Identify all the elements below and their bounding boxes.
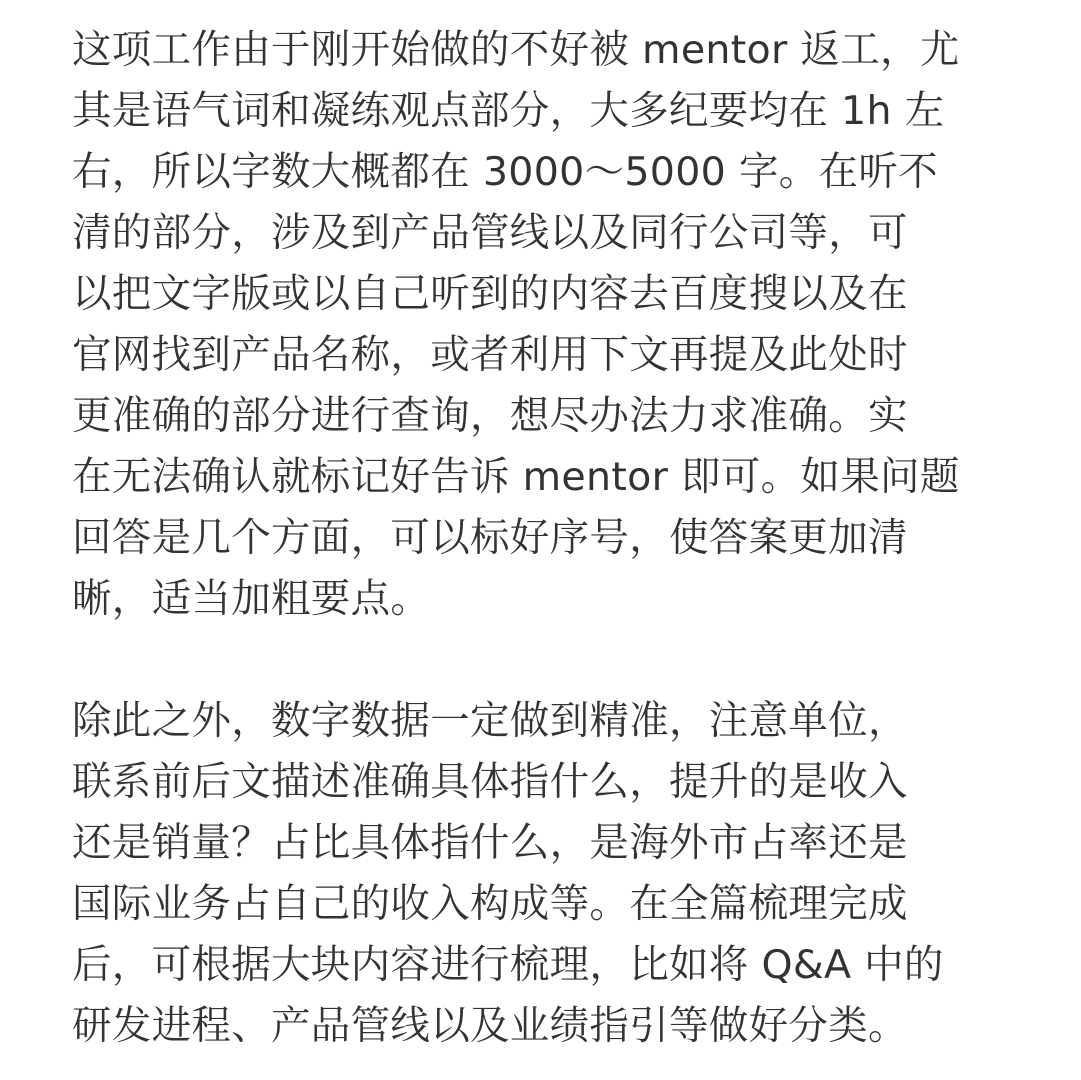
paragraph-1 xyxy=(72,20,1012,630)
text-line: 研发进程、产品管线以及业绩指引等做好分类。 xyxy=(72,1003,908,1049)
text-line: 官网找到产品名称，或者利用下文再提及此处时 xyxy=(72,332,908,378)
paragraph-spacer xyxy=(72,630,1012,691)
text-line: 这项工作由于刚开始做的不好被 mentor 返工，尤 xyxy=(72,27,960,73)
text-line: 右，所以字数大概都在 3000～5000 字。在听不 xyxy=(72,149,938,195)
text-line: 在无法确认就标记好告诉 mentor 即可。如果问题 xyxy=(72,454,960,500)
text-line: 后，可根据大块内容进行梳理，比如将 Q&A 中的 xyxy=(72,942,944,988)
text-line: 联系前后文描述准确具体指什么，提升的是收入 xyxy=(72,759,908,805)
text-line: 以把文字版或以自己听到的内容去百度搜以及在 xyxy=(72,271,908,317)
text-line: 还是销量？占比具体指什么，是海外市占率还是 xyxy=(72,820,908,866)
text-line: 清的部分，涉及到产品管线以及同行公司等，可 xyxy=(72,210,908,256)
text-line: 除此之外，数字数据一定做到精准，注意单位， xyxy=(72,698,908,744)
text-line: 更准确的部分进行查询，想尽办法力求准确。实 xyxy=(72,393,908,439)
text-line: 晰，适当加粗要点。 xyxy=(72,576,431,622)
text-line: 国际业务占自己的收入构成等。在全篇梳理完成 xyxy=(72,881,908,927)
paragraph-2 xyxy=(72,691,1012,1057)
text-line: 回答是几个方面，可以标好序号，使答案更加清 xyxy=(72,515,908,561)
text-line: 其是语气词和凝练观点部分，大多纪要均在 1h 左 xyxy=(72,88,945,134)
article-body xyxy=(72,20,1012,1057)
